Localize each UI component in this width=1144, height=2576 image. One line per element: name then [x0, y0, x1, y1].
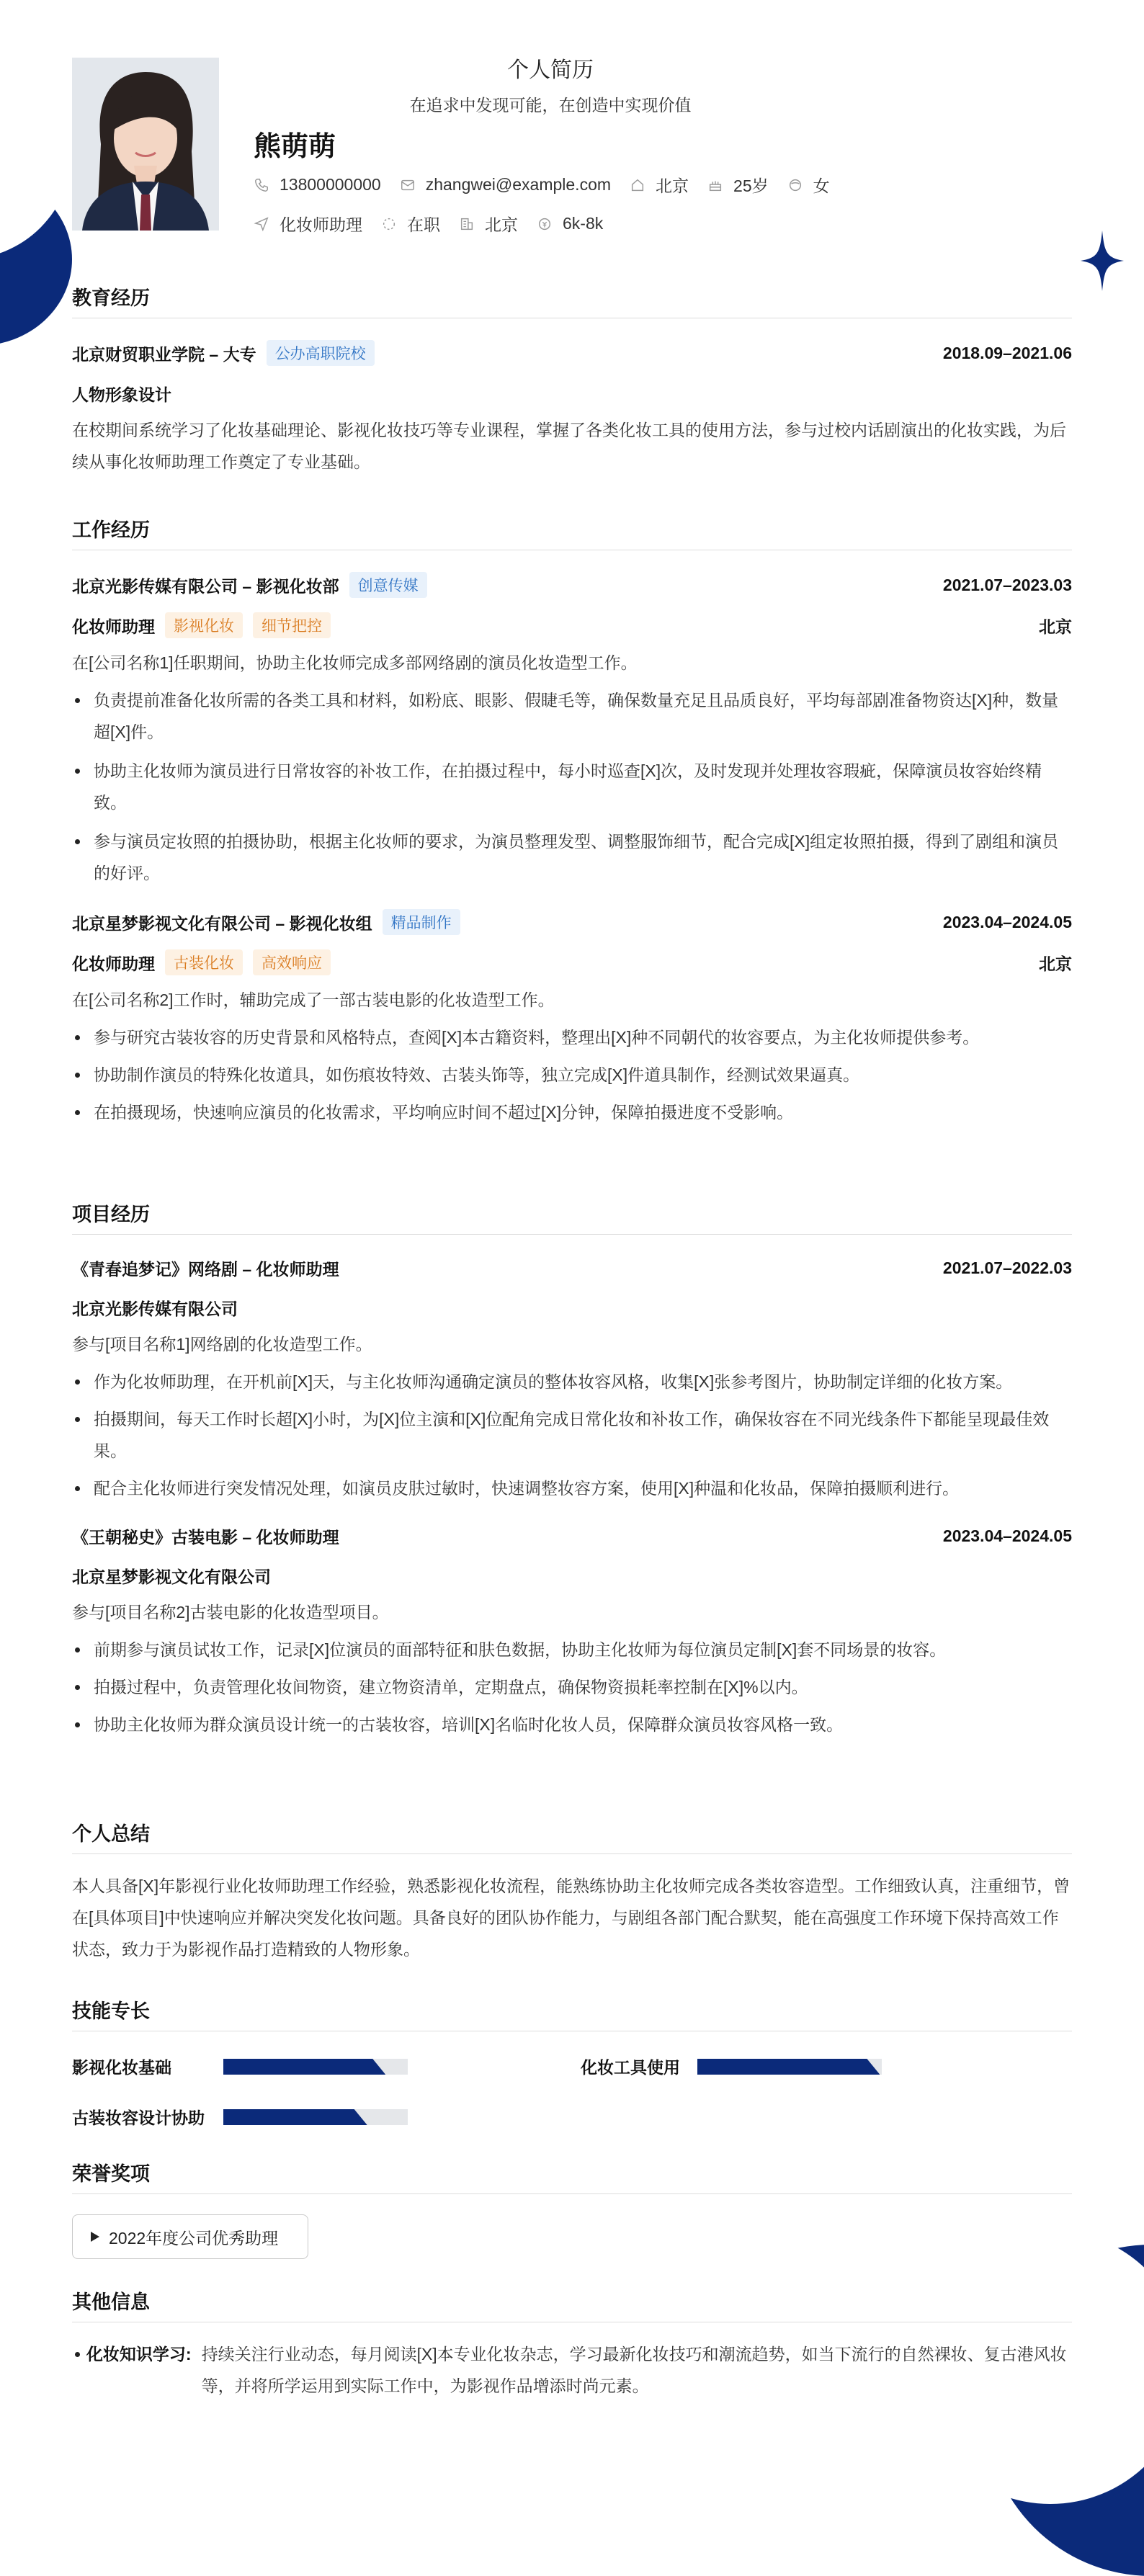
summary-section [72, 1818, 1072, 1965]
list-item: 参与研究古装妆容的历史背景和风格特点，查阅[X]本古籍资料，整理出[X]种不同朝代的妆容要点，为主化妆师提供参考。 [72, 1021, 1072, 1053]
age-value: 25岁 [733, 176, 769, 195]
skill-label: 化妆工具使用 [581, 2058, 680, 2077]
job-location: 北京 [1039, 954, 1072, 973]
gender-item [787, 173, 830, 197]
list-item: 协助主化妆师为群众演员设计统一的古装妆容，培训[X]名临时化妆人员，保障群众演员妆容风格一致。 [72, 1709, 1072, 1740]
skill-bar [223, 2109, 408, 2125]
list-item: 拍摄过程中，负责管理化妆间物资，建立物资清单，定期盘点，确保物资损耗率控制在[X]%以内。 [72, 1671, 1072, 1703]
education-header-row [72, 340, 1072, 366]
project-intro: 参与[项目名称2]古装电影的化妆造型项目。 [72, 1603, 389, 1622]
gender-icon [787, 177, 803, 193]
list-item: 在拍摄现场，快速响应演员的化妆需求，平均响应时间不超过[X]分钟，保障拍摄进度不受影响。 [72, 1096, 1072, 1128]
document-title: 个人简历 [507, 58, 594, 82]
gender-value: 女 [813, 176, 830, 195]
section-title: 荣誉奖项 [72, 2158, 1072, 2194]
job-position-row [72, 949, 1072, 975]
projects-section [72, 1199, 1072, 1740]
project-period: 2021.07–2022.03 [942, 1258, 1072, 1277]
education-description: 在校期间系统学习了化妆基础理论、影视化妆技巧等专业课程，掌握了各类化妆工具的使用方法，参与过校内话剧演出的化妆实践，为后续从事化妆师助理工作奠定了专业基础。 [72, 421, 1066, 471]
target-city-item [459, 212, 518, 236]
job-period: 2023.04–2024.05 [942, 912, 1072, 931]
cake-icon [707, 177, 723, 193]
phone-icon [254, 177, 269, 193]
section-title: 其他信息 [72, 2286, 1072, 2322]
project-header-row [72, 1256, 1072, 1280]
other-info-label: 化妆知识学习: [86, 2345, 192, 2363]
company-tag: 精品制作 [383, 909, 460, 935]
work-section [72, 514, 1072, 1128]
section-title: 个人总结 [72, 1818, 1072, 1854]
list-item: 负责提前准备化妆所需的各类工具和材料，如粉底、眼影、假睫毛等，确保数量充足且品质良好，平均每部剧准备物资达[X]种，数量超[X]件。 [72, 684, 1072, 748]
education-section [72, 282, 1072, 478]
document-motto: 在追求中发现可能，在创造中实现价值 [409, 96, 692, 115]
section-title: 技能专长 [72, 1995, 1072, 2031]
status-item [381, 212, 440, 236]
list-item: 配合主化妆师进行突发情况处理，如演员皮肤过敏时，快速调整妆容方案，使用[X]种温和化妆品，保障拍摄顺利进行。 [72, 1472, 1072, 1504]
skill-label: 影视化妆基础 [72, 2058, 171, 2077]
contact-info-row [254, 173, 849, 197]
target-city-value: 北京 [485, 215, 518, 234]
company-tag: 创意传媒 [349, 572, 427, 598]
project-bullets [72, 1634, 1072, 1740]
skill-bar-fill [223, 2109, 367, 2125]
job-position: 化妆师助理 [72, 617, 155, 636]
loading-icon [381, 216, 397, 232]
skill-tag: 细节把控 [253, 612, 331, 638]
company-name: 北京星梦影视文化有限公司 – 影视化妆组 [72, 913, 372, 933]
city-item [630, 173, 689, 197]
email-item [400, 175, 611, 194]
project-company: 北京光影传媒有限公司 [72, 1300, 238, 1318]
building-icon [459, 216, 475, 232]
skill-bar [223, 2059, 408, 2075]
job-period: 2021.07–2023.03 [942, 575, 1072, 594]
salary-value: 6k-8k [563, 214, 604, 233]
other-section [72, 2286, 1072, 2402]
section-title: 项目经历 [72, 1199, 1072, 1235]
summary-text: 本人具备[X]年影视行业化妆师助理工作经验，熟悉影视化妆流程，能熟练协助主化妆师完成各类妆容造型。工作细致认真，注重细节，曾在[具体项目]中快速响应并解决突发化妆问题。具备良好的团队协作能力，与剧组各部门配合默契，能在高强度工作环境下保持高效工作状态，致力于为影视作品打造精致的人物形象。 [72, 1877, 1071, 1959]
send-icon [254, 216, 269, 232]
award-item[interactable] [72, 2214, 308, 2259]
section-title: 工作经历 [72, 514, 1072, 550]
skill-bar-fill [697, 2059, 880, 2075]
candidate-name: 熊萌萌 [254, 132, 336, 162]
skill-bar [697, 2059, 882, 2075]
job-header-row [72, 909, 1072, 935]
mail-icon [400, 177, 416, 193]
job-position: 化妆师助理 [72, 954, 155, 973]
list-item: 拍摄期间，每天工作时长超[X]小时，为[X]位主演和[X]位配角完成日常化妆和补妆工作，确保妆容在不同光线条件下都能呈现最佳效果。 [72, 1403, 1072, 1467]
awards-section [72, 2158, 1072, 2194]
job-header-row [72, 572, 1072, 598]
skill-bar-fill [223, 2059, 385, 2075]
salary-item [537, 214, 603, 233]
skills-section [72, 1995, 1072, 2031]
school-name: 北京财贸职业学院 – 大专 [72, 344, 256, 364]
other-info-text: 持续关注行业动态，每月阅读[X]本专业化妆杂志，学习最新化妆技巧和潮流趋势，如当下流行的自然裸妆、复古港风妆等，并将所学运用到实际工作中，为影视作品增添时尚元素。 [201, 2345, 1067, 2395]
list-item: 协助制作演员的特殊化妆道具，如伤痕妆特效、古装头饰等，独立完成[X]件道具制作，经测试效果逼真。 [72, 1059, 1072, 1091]
home-icon [630, 177, 645, 193]
section-title: 教育经历 [72, 282, 1072, 318]
list-item: 协助主化妆师为演员进行日常妆容的补妆工作，在拍摄过程中，每小时巡查[X]次，及时发现并处理妆容瑕疵，保障演员妆容始终精致。 [72, 755, 1072, 818]
project-period: 2023.04–2024.05 [942, 1526, 1072, 1545]
status-value: 在职 [407, 215, 440, 234]
age-item [707, 173, 769, 197]
project-name: 《青春追梦记》网络剧 – 化妆师助理 [72, 1260, 339, 1279]
target-job-value: 化妆师助理 [280, 215, 362, 234]
project-intro: 参与[项目名称1]网络剧的化妆造型工作。 [72, 1335, 372, 1354]
list-item: 作为化妆师助理，在开机前[X]天，与主化妆师沟通确定演员的整体妆容风格，收集[X]张参考图片，协助制定详细的化妆方案。 [72, 1366, 1072, 1397]
coin-icon [537, 216, 553, 232]
major: 人物形象设计 [72, 385, 171, 404]
profile-photo [72, 58, 219, 231]
skill-tag: 高效响应 [253, 949, 331, 975]
play-triangle-icon [90, 2231, 100, 2242]
project-name: 《王朝秘史》古装电影 – 化妆师助理 [72, 1528, 339, 1547]
job-location: 北京 [1039, 617, 1072, 636]
job-intro: 在[公司名称2]工作时，辅助完成了一部古装电影的化妆造型工作。 [72, 990, 555, 1009]
other-info-item [72, 2338, 1072, 2402]
school-tag: 公办高职院校 [267, 340, 375, 366]
education-period: 2018.09–2021.06 [942, 343, 1072, 362]
list-item: 前期参与演员试妆工作，记录[X]位演员的面部特征和肤色数据，协助主化妆师为每位演员定制[X]套不同场景的妆容。 [72, 1634, 1072, 1665]
skill-label: 古装妆容设计协助 [72, 2108, 205, 2127]
phone-value: 13800000000 [280, 175, 381, 194]
job-intro: 在[公司名称1]任职期间，协助主化妆师完成多部网络剧的演员化妆造型工作。 [72, 653, 638, 672]
job-intention-row [254, 212, 622, 236]
project-company: 北京星梦影视文化有限公司 [72, 1567, 271, 1586]
job-bullets [72, 1021, 1072, 1128]
email-value: zhangwei@example.com [425, 175, 612, 194]
city-value: 北京 [656, 176, 689, 195]
job-bullets [72, 684, 1072, 889]
project-header-row [72, 1524, 1072, 1548]
phone-item [254, 175, 381, 194]
list-item: 参与演员定妆照的拍摄协助，根据主化妆师的要求，为演员整理发型、调整服饰细节，配合完成[X]组定妆照拍摄，得到了剧组和演员的好评。 [72, 826, 1072, 889]
company-name: 北京光影传媒有限公司 – 影视化妆部 [72, 576, 339, 596]
award-label: 2022年度公司优秀助理 [109, 2228, 279, 2248]
job-position-row [72, 612, 1072, 638]
skill-tag: 影视化妆 [165, 612, 243, 638]
project-bullets [72, 1366, 1072, 1504]
skill-tag: 古装化妆 [165, 949, 243, 975]
target-job-item [254, 212, 362, 236]
